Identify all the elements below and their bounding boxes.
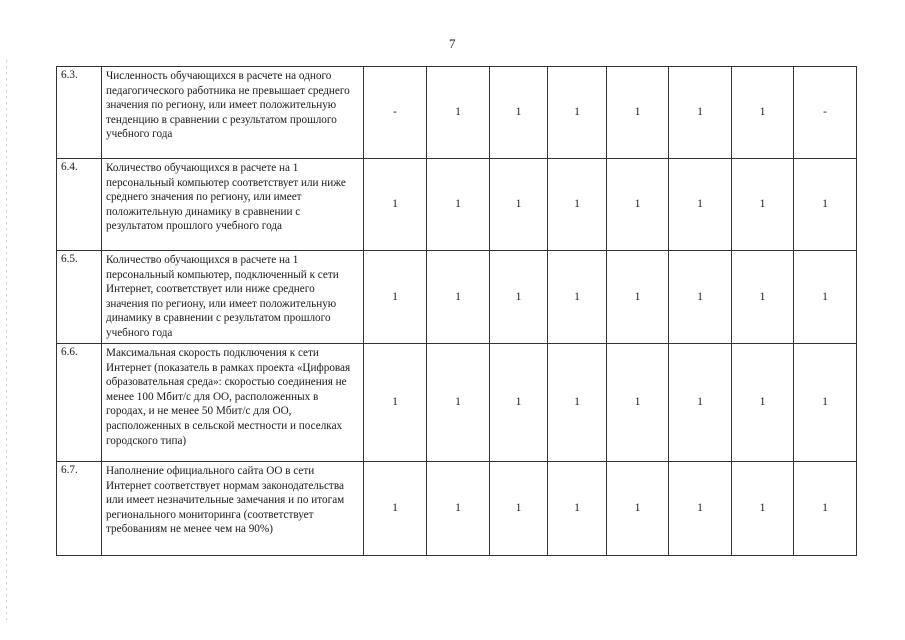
- criteria-table: [56, 66, 857, 556]
- score-cell: 1: [732, 344, 794, 462]
- score-cell: 1: [427, 462, 490, 556]
- score-cell: 1: [669, 159, 732, 251]
- score-cell: 1: [490, 462, 548, 556]
- score-cell: 1: [732, 159, 794, 251]
- criterion-description: Количество обучающихся в расчете на 1 персональный компьютер соответствует или ниже среднего значения по региону, или имеет положительную динамику в сравнении с результатом прошлого учебного года: [102, 159, 364, 251]
- score-cell: 1: [364, 159, 427, 251]
- score-cell: 1: [427, 159, 490, 251]
- criterion-description: Наполнение официального сайта ОО в сети Интернет соответствует нормам законодательства или имеет незначительные замечания и по итогам регионального мониторинга (соответствует требованиям не менее чем на 90%): [102, 462, 364, 556]
- score-cell: 1: [669, 67, 732, 159]
- score-cell: 1: [607, 462, 669, 556]
- criterion-number: 6.6.: [57, 344, 102, 462]
- score-cell: 1: [427, 251, 490, 344]
- score-cell: 1: [427, 344, 490, 462]
- score-cell: 1: [794, 251, 857, 344]
- criterion-number: 6.5.: [57, 251, 102, 344]
- score-cell: 1: [732, 67, 794, 159]
- table-row: [57, 344, 857, 462]
- criterion-number: 6.3.: [57, 67, 102, 159]
- score-cell: 1: [607, 251, 669, 344]
- criterion-number: 6.4.: [57, 159, 102, 251]
- score-cell: 1: [548, 67, 607, 159]
- score-cell: 1: [490, 67, 548, 159]
- score-cell: 1: [364, 251, 427, 344]
- table-row: [57, 251, 857, 344]
- score-cell: 1: [548, 462, 607, 556]
- score-cell: 1: [548, 251, 607, 344]
- criterion-description: Максимальная скорость подключения к сети Интернет (показатель в рамках проекта «Цифровая образовательная среда»: скоростью соединения не менее 100 Мбит/с для ОО, расположенных в городах, и не менее 50 Мбит/с для ОО, расположенных в сельской местности и поселках городского типа): [102, 344, 364, 462]
- criterion-number: 6.7.: [57, 462, 102, 556]
- score-cell: 1: [548, 344, 607, 462]
- criterion-description: Количество обучающихся в расчете на 1 персональный компьютер, подключенный к сети Интернет, соответствует или ниже среднего значения по региону, или имеет положительную динамику в сравнении с результатом прошлого учебного года: [102, 251, 364, 344]
- scan-margin-artifact: [6, 60, 7, 620]
- score-cell: 1: [364, 462, 427, 556]
- page-number: 7: [449, 36, 456, 51]
- score-cell: 1: [732, 251, 794, 344]
- score-cell: 1: [607, 67, 669, 159]
- score-cell: -: [794, 67, 857, 159]
- score-cell: 1: [490, 344, 548, 462]
- score-cell: 1: [669, 251, 732, 344]
- score-cell: 1: [794, 462, 857, 556]
- score-cell: 1: [427, 67, 490, 159]
- score-cell: 1: [607, 344, 669, 462]
- score-cell: 1: [364, 344, 427, 462]
- criterion-description: Численность обучающихся в расчете на одного педагогического работника не превышает среднего значения по региону, или имеет положительную тенденцию в сравнении с результатом прошлого учебного года: [102, 67, 364, 159]
- table-row: [57, 159, 857, 251]
- score-cell: 1: [732, 462, 794, 556]
- score-cell: 1: [669, 344, 732, 462]
- score-cell: 1: [669, 462, 732, 556]
- score-cell: 1: [490, 251, 548, 344]
- score-cell: 1: [794, 159, 857, 251]
- score-cell: 1: [794, 344, 857, 462]
- score-cell: 1: [490, 159, 548, 251]
- table-row: [57, 67, 857, 159]
- score-cell: 1: [607, 159, 669, 251]
- score-cell: 1: [548, 159, 607, 251]
- score-cell: -: [364, 67, 427, 159]
- table-row: [57, 462, 857, 556]
